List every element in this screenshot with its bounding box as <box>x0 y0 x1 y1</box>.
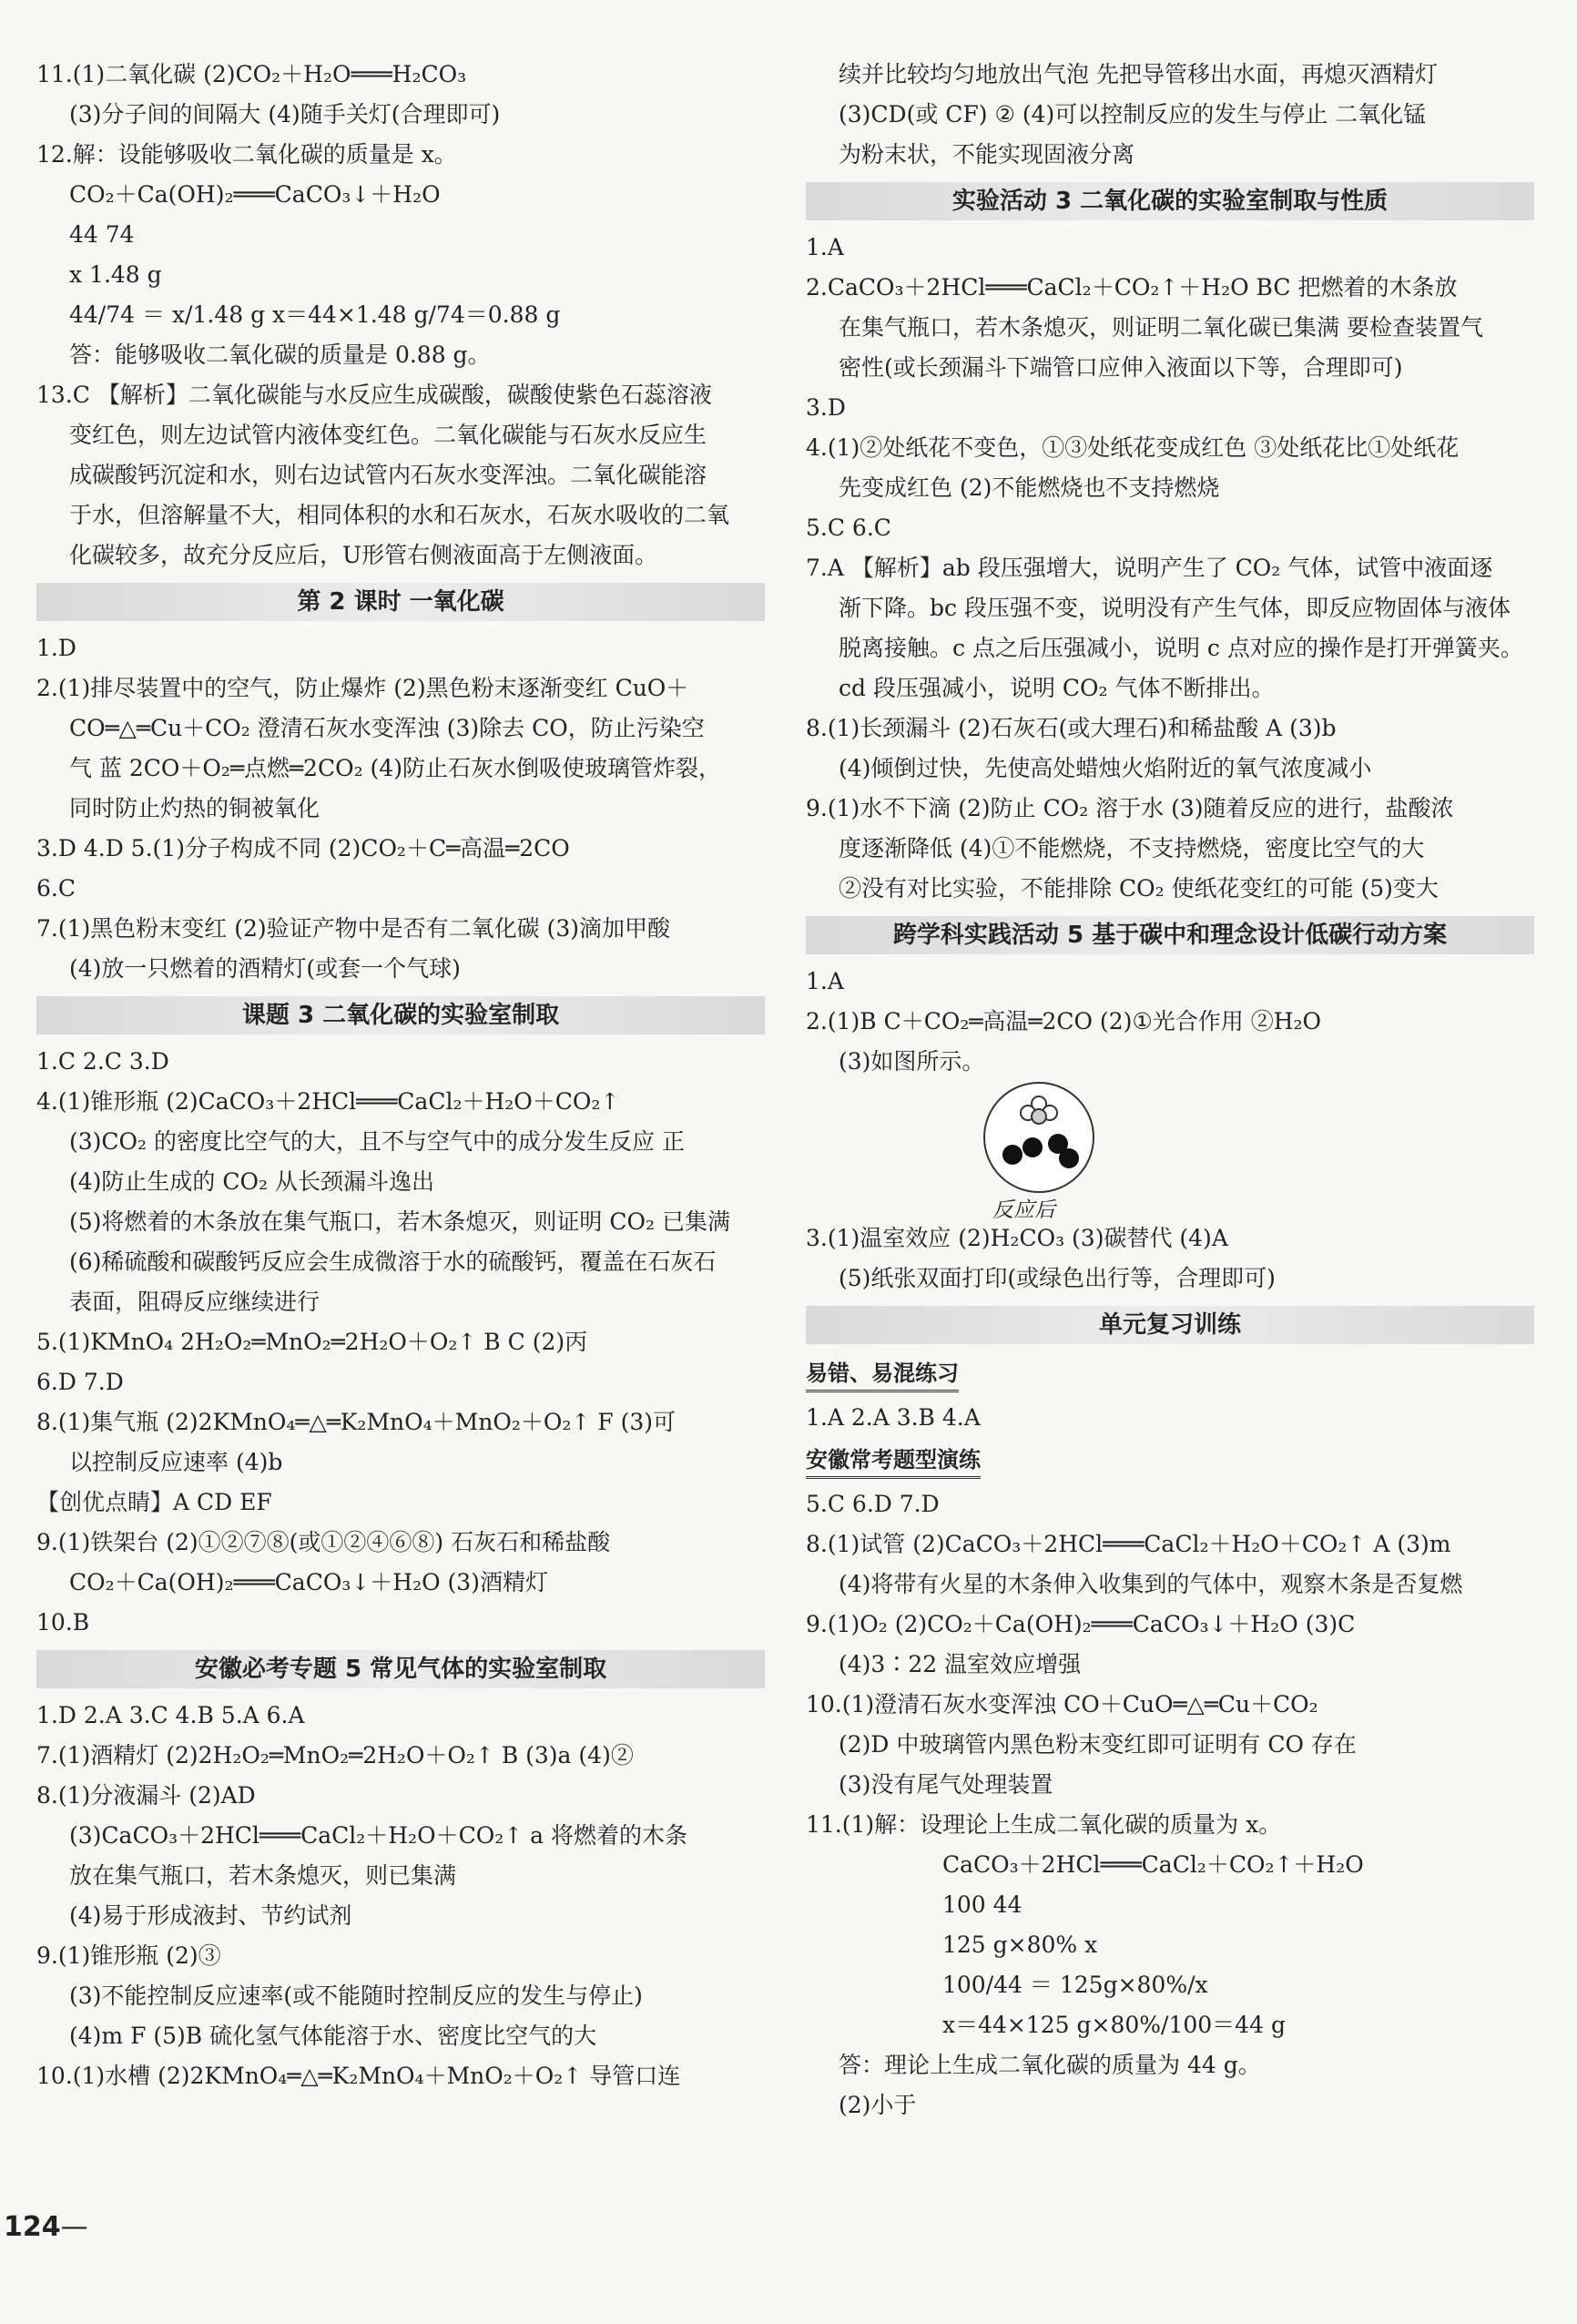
subsection-wrapper <box>806 1438 1534 1484</box>
answer-line: 渐下降。bc 段压强不变，说明没有产生气体，即反应物固体与液体 <box>839 595 1511 621</box>
answer-line: 5.(1)KMnO₄ 2H₂O₂═MnO₂═2H₂O＋O₂↑ B C (2)丙 <box>36 1329 588 1355</box>
answer-line: 100 44 <box>942 1891 1023 1918</box>
answer-line: 9.(1)锥形瓶 (2)③ <box>36 1942 221 1969</box>
answer-line: 44/74 ＝ x/1.48 g x＝44×1.48 g/74＝0.88 g <box>69 301 561 328</box>
answer-line: (4)将带有火星的木条伸入收集到的气体中，观察木条是否复燃 <box>839 1571 1463 1597</box>
answer-line: 密性(或长颈漏斗下端管口应伸入液面以下等，合理即可) <box>839 354 1403 381</box>
answer-line: 1.A 2.A 3.B 4.A <box>806 1404 981 1431</box>
answer-line: 放在集气瓶口，若木条熄灭，则已集满 <box>69 1862 457 1889</box>
answer-line: (5)纸张双面打印(或绿色出行等，合理即可) <box>839 1265 1276 1291</box>
answer-line: (2)小于 <box>839 2092 917 2118</box>
right-column <box>806 55 1534 2125</box>
answer-line: 8.(1)集气瓶 (2)2KMnO₄═△═K₂MnO₄＋MnO₂＋O₂↑ F (3)可 <box>36 1409 677 1435</box>
answer-line: (2)D 中玻璃管内黑色粉末变红即可证明有 CO 存在 <box>839 1731 1357 1758</box>
answer-line: 化碳较多，故充分反应后，U形管右侧液面高于左侧液面。 <box>69 542 658 568</box>
answer-line: 10.(1)水槽 (2)2KMnO₄═△═K₂MnO₄＋MnO₂＋O₂↑ 导管口连 <box>36 2063 681 2089</box>
answer-line: 1.C 2.C 3.D <box>36 1048 169 1075</box>
answer-line: 1.D <box>36 635 76 661</box>
answer-line: 在集气瓶口，若木条熄灭，则证明二氧化碳已集满 要检查装置气 <box>839 314 1483 341</box>
answer-line: 9.(1)O₂ (2)CO₂＋Ca(OH)₂═══CaCO₃↓＋H₂O (3)C <box>806 1611 1356 1637</box>
answer-line: 2.(1)B C＋CO₂═高温═2CO (2)①光合作用 ②H₂O <box>806 1008 1322 1035</box>
section-heading: 第 2 课时 一氧化碳 <box>36 583 765 621</box>
answer-line: 8.(1)分液漏斗 (2)AD <box>36 1782 256 1809</box>
answer-line: 成碳酸钙沉淀和水，则右边试管内石灰水变浑浊。二氧化碳能溶 <box>69 462 707 488</box>
answer-line: 8.(1)试管 (2)CaCO₃＋2HCl═══CaCl₂＋H₂O＋CO₂↑ A (3)m <box>806 1531 1451 1557</box>
answer-line: 1.A <box>806 234 844 260</box>
answer-line: 7.(1)酒精灯 (2)2H₂O₂═MnO₂═2H₂O＋O₂↑ B (3)a (4)② <box>36 1742 634 1768</box>
answer-line: CO═△═Cu＋CO₂ 澄清石灰水变浑浊 (3)除去 CO，防止污染空 <box>69 715 705 741</box>
answer-line: 变红色，则左边试管内液体变红色。二氧化碳能与石灰水反应生 <box>69 422 707 448</box>
page-number: 124 — <box>4 2211 88 2243</box>
answer-line: 8.(1)长颈漏斗 (2)石灰石(或大理石)和稀盐酸 A (3)b <box>806 715 1337 741</box>
answer-line: 为粉末状，不能实现固液分离 <box>839 141 1135 168</box>
atom-center <box>1032 1109 1046 1124</box>
answer-line: 1.A <box>806 968 844 994</box>
answer-line: 44 74 <box>69 221 135 248</box>
subsection-wrapper <box>806 1351 1534 1398</box>
answer-line: 11.(1)解：设理论上生成二氧化碳的质量为 x。 <box>806 1811 1282 1838</box>
molecule-figure <box>806 1082 1534 1222</box>
answer-line: (4)m F (5)B 硫化氢气体能溶于水、密度比空气的大 <box>69 2023 597 2049</box>
answer-line: 9.(1)铁架台 (2)①②⑦⑧(或①②④⑥⑧) 石灰石和稀盐酸 <box>36 1529 611 1555</box>
answer-line: 续并比较均匀地放出气泡 先把导管移出水面，再熄灭酒精灯 <box>839 61 1438 87</box>
answer-line: 同时防止灼热的铜被氧化 <box>69 795 320 821</box>
answer-line: (4)放一只燃着的酒精灯(或套一个气球) <box>69 955 461 982</box>
answer-line: 4.(1)锥形瓶 (2)CaCO₃＋2HCl═══CaCl₂＋H₂O＋CO₂↑ <box>36 1088 620 1115</box>
answer-line: 6.D 7.D <box>36 1369 124 1395</box>
answer-line: 答：能够吸收二氧化碳的质量是 0.88 g。 <box>69 341 491 368</box>
answer-line: 3.(1)温室效应 (2)H₂CO₃ (3)碳替代 (4)A <box>806 1225 1228 1251</box>
answer-line: 于水，但溶解量不大，相同体积的水和石灰水，石灰水吸收的二氧 <box>69 502 730 528</box>
answer-line: 10.(1)澄清石灰水变浑浊 CO＋CuO═△═Cu＋CO₂ <box>806 1691 1318 1718</box>
answer-line: 以控制反应速率 (4)b <box>69 1449 283 1475</box>
answer-line: x＝44×125 g×80%/100＝44 g <box>942 2012 1286 2038</box>
left-column <box>36 55 765 2096</box>
answer-line: (3)CaCO₃＋2HCl═══CaCl₂＋H₂O＋CO₂↑ a 将燃着的木条 <box>69 1822 687 1849</box>
answer-line: 【创优点睛】A CD EF <box>36 1489 272 1515</box>
answer-line: 脱离接触。c 点之后压强减小，说明 c 点对应的操作是打开弹簧夹。 <box>839 635 1523 661</box>
answer-line: 125 g×80% x <box>942 1932 1098 1958</box>
answer-line: 100/44 ＝ 125g×80%/x <box>942 1972 1208 1998</box>
atom-dark-2 <box>1023 1137 1043 1157</box>
answer-line: 9.(1)水不下滴 (2)防止 CO₂ 溶于水 (3)随着反应的进行，盐酸浓 <box>806 795 1454 821</box>
answer-line: (6)稀硫酸和碳酸钙反应会生成微溶于水的硫酸钙，覆盖在石灰石 <box>69 1249 717 1275</box>
answer-line: 13.C 【解析】二氧化碳能与水反应生成碳酸，碳酸使紫色石蕊溶液 <box>36 382 712 408</box>
answer-line: (3)不能控制反应速率(或不能随时控制反应的发生与停止) <box>69 1983 643 2009</box>
answer-line: 10.B <box>36 1609 90 1636</box>
answer-line: cd 段压强减小，说明 CO₂ 气体不断排出。 <box>839 675 1275 701</box>
answer-line: 气 蓝 2CO＋O₂═点燃═2CO₂ (4)防止石灰水倒吸使玻璃管炸裂， <box>69 755 721 781</box>
section-heading: 单元复习训练 <box>806 1306 1534 1344</box>
molecule-diagram <box>983 1082 1094 1193</box>
answer-line: (4)3∶22 温室效应增强 <box>839 1651 1082 1677</box>
answer-line: 5.C 6.C <box>806 515 891 541</box>
answer-line: 先变成红色 (2)不能燃烧也不支持燃烧 <box>839 474 1220 501</box>
answer-line: x 1.48 g <box>69 261 162 288</box>
answer-line: (4)倾倒过快，先使高处蜡烛火焰附近的氧气浓度减小 <box>839 755 1372 781</box>
answer-line: 答：理论上生成二氧化碳的质量为 44 g。 <box>839 2052 1261 2078</box>
answer-line: 表面，阻碍反应继续进行 <box>69 1289 320 1315</box>
answer-line: 11.(1)二氧化碳 (2)CO₂＋H₂O═══H₂CO₃ <box>36 61 467 87</box>
atom-dark-4 <box>1059 1148 1079 1168</box>
answer-line: (3)如图所示。 <box>839 1048 985 1075</box>
answer-line: CO₂＋Ca(OH)₂═══CaCO₃↓＋H₂O (3)酒精灯 <box>69 1569 548 1595</box>
answer-line: 2.(1)排尽装置中的空气，防止爆炸 (2)黑色粉末逐渐变红 CuO＋ <box>36 675 689 701</box>
answer-line: CaCO₃＋2HCl═══CaCl₂＋CO₂↑＋H₂O <box>942 1851 1364 1878</box>
answer-line: (4)防止生成的 CO₂ 从长颈漏斗逸出 <box>69 1168 434 1195</box>
section-heading: 实验活动 3 二氧化碳的实验室制取与性质 <box>806 182 1534 220</box>
answer-line: 3.D <box>806 394 846 421</box>
answer-line: (4)易于形成液封、节约试剂 <box>69 1902 352 1929</box>
answer-line: (3)CD(或 CF) ② (4)可以控制反应的发生与停止 二氧化锰 <box>839 101 1427 127</box>
atom-dark-1 <box>1002 1145 1023 1165</box>
answer-line: 度逐渐降低 (4)①不能燃烧，不支持燃烧，密度比空气的大 <box>839 835 1425 861</box>
section-heading: 安徽必考专题 5 常见气体的实验室制取 <box>36 1650 765 1688</box>
section-heading: 跨学科实践活动 5 基于碳中和理念设计低碳行动方案 <box>806 916 1534 954</box>
answer-line: 3.D 4.D 5.(1)分子构成不同 (2)CO₂＋C═高温═2CO <box>36 835 570 861</box>
answer-line: 4.(1)②处纸花不变色，①③处纸花变成红色 ③处纸花比①处纸花 <box>806 434 1460 461</box>
figure-caption: 反应后 <box>992 1198 1055 1222</box>
answer-line: (3)CO₂ 的密度比空气的大，且不与空气中的成分发生反应 正 <box>69 1128 685 1155</box>
answer-line: ②没有对比实验，不能排除 CO₂ 使纸花变红的可能 (5)变大 <box>839 875 1439 902</box>
answer-line: (3)分子间的间隔大 (4)随手关灯(合理即可) <box>69 101 501 127</box>
answer-line: 6.C <box>36 875 76 902</box>
answer-line: 7.(1)黑色粉末变红 (2)验证产物中是否有二氧化碳 (3)滴加甲酸 <box>36 915 670 942</box>
answer-line: (5)将燃着的木条放在集气瓶口，若木条熄灭，则证明 CO₂ 已集满 <box>69 1208 730 1235</box>
subsection-heading: 易错、易混练习 <box>806 1357 959 1392</box>
answer-line: CO₂＋Ca(OH)₂═══CaCO₃↓＋H₂O <box>69 181 441 208</box>
answer-line: 2.CaCO₃＋2HCl═══CaCl₂＋CO₂↑＋H₂O BC 把燃着的木条放 <box>806 274 1458 301</box>
answer-line: 5.C 6.D 7.D <box>806 1491 940 1517</box>
subsection-heading: 安徽常考题型演练 <box>806 1443 981 1479</box>
answer-line: 1.D 2.A 3.C 4.B 5.A 6.A <box>36 1702 305 1728</box>
answer-line: 12.解：设能够吸收二氧化碳的质量是 x。 <box>36 141 457 168</box>
answer-line: (3)没有尾气处理装置 <box>839 1771 1053 1798</box>
section-heading: 课题 3 二氧化碳的实验室制取 <box>36 996 765 1035</box>
answer-line: 7.A 【解析】ab 段压强增大，说明产生了 CO₂ 气体，试管中液面逐 <box>806 555 1493 581</box>
